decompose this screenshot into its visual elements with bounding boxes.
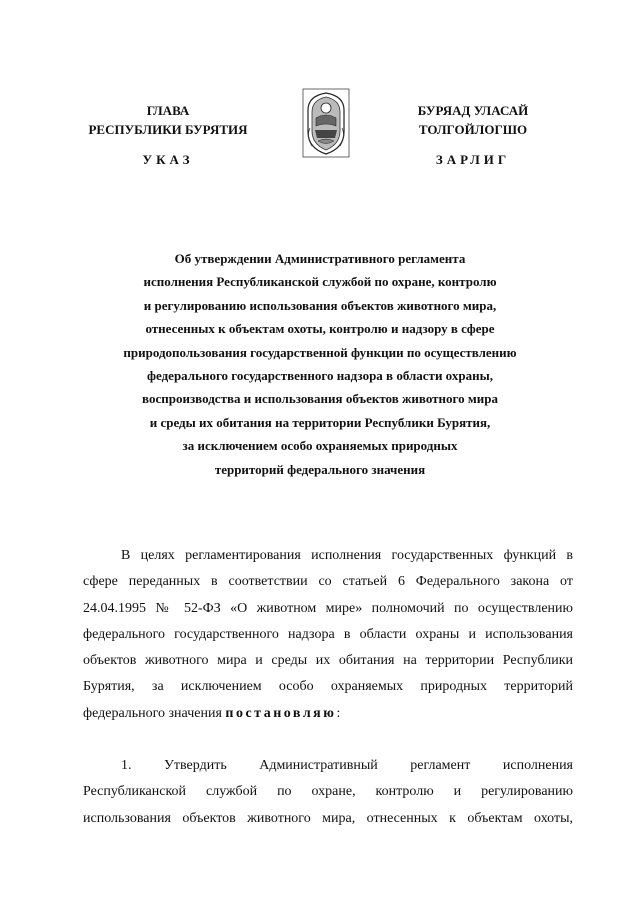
title-line: за исключением особо охраняемых природных [182,438,458,454]
header-right-decree: ЗАРЛИГ [435,152,511,167]
resolve-keyword: постановляю [225,705,337,721]
title-line: воспроизводства и использования объектов животного мира [142,391,498,407]
item-1-paragraph [83,753,573,832]
body-line: сфере переданных в соответствии со статьей 6 Федерального закона от [83,574,573,590]
body-line: федерального государственного надзора в области охраны и использования [83,626,573,642]
body-line: В целях регламентирования исполнения государственных функций в [121,548,573,563]
coat-of-arms-icon [302,88,350,158]
header-left-line1: ГЛАВА [146,103,190,118]
body-line: объектов животного мира и среды их обитания на территории Республики [83,653,573,669]
title-line: территорий федерального значения [214,461,426,477]
header-right-line1: БУРЯАД УЛАСАЙ [417,103,529,118]
header-right [383,101,563,139]
header-left-decree: УКАЗ [142,152,194,167]
title-line: и регулированию использования объектов животного мира, [143,297,497,313]
body-line: Бурятия, за исключением особо охраняемых природных территорий [83,679,573,695]
body-line: 24.04.1995 № 52-ФЗ «О животном мире» полномочий по осуществлению [83,600,573,616]
title-line: природопользования государственной функции по осуществлению [123,344,517,360]
title-line: и среды их обитания на территории Республики Бурятия, [149,414,491,430]
title-line: Об утверждении Административного регламента [174,251,466,266]
preamble-paragraph [83,543,573,727]
body-line: Республиканской службой по охране, контролю и регулированию [83,784,573,800]
header-left [78,101,258,139]
body-line-last [83,701,573,727]
body-line: 1. Утвердить Административный регламент исполнения [121,758,573,773]
decree-title [70,247,570,481]
body-text: : [336,705,341,721]
body-text: федерального значения [83,705,226,721]
header-left-line2: РЕСПУБЛИКИ БУРЯТИЯ [88,122,248,137]
header-right-line2: ТОЛГОЙЛОГШО [418,122,528,137]
title-line: отнесенных к объектам охоты, контролю и надзору в сфере [145,321,495,337]
title-line: федерального государственного надзора в области охраны, [147,368,493,384]
title-line: исполнения Республиканской службой по охране, контролю [143,274,497,290]
body-line: использования объектов животного мира, отнесенных к объектам охоты, [83,810,573,826]
